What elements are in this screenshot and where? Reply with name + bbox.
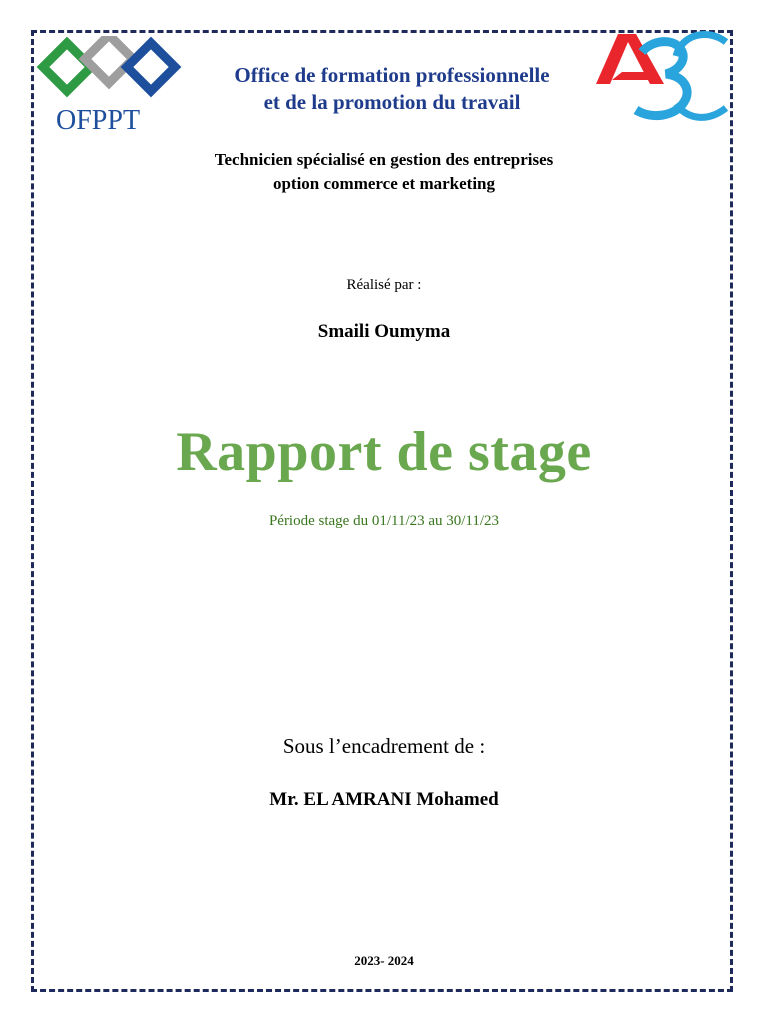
report-title: Rapport de stage: [176, 421, 592, 483]
abc-logo: [592, 30, 732, 126]
organization-line-2: et de la promotion du travail: [263, 90, 521, 114]
program-line-1: Technicien spécialisé en gestion des entreprises: [214, 150, 554, 169]
abc-logo-graphic: [592, 30, 732, 126]
organization-name: [192, 62, 592, 116]
supervision-label: Sous l’encadrement de :: [282, 734, 486, 758]
author-name: Smaili Oumyma: [317, 321, 451, 342]
program-line-2: option commerce et marketing: [272, 174, 496, 193]
ofppt-logo: [36, 36, 186, 136]
ofppt-logo-graphic: [36, 36, 186, 136]
author-label: Réalisé par :: [346, 277, 422, 293]
organization-line-1: Office de formation professionnelle: [234, 63, 550, 87]
supervisor-name: Mr. EL AMRANI Mohamed: [269, 789, 499, 810]
academic-year: 2023- 2024: [354, 953, 414, 968]
ofppt-logo-text: OFPPT: [56, 105, 141, 136]
internship-period: Période stage du 01/11/23 au 30/11/23: [268, 513, 500, 529]
program-title: [0, 148, 768, 196]
